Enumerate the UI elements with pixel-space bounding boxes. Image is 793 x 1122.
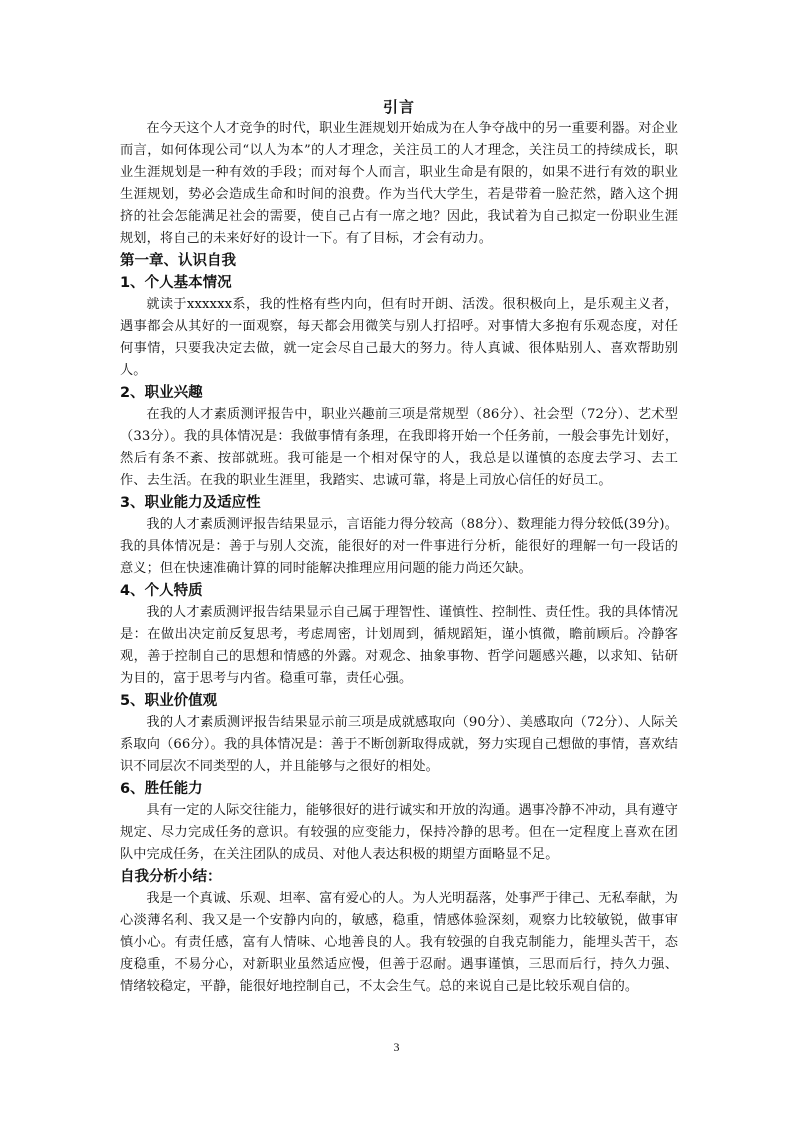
- intro-paragraph: 在今天这个人才竞争的时代，职业生涯规划开始成为在人争夺战中的另一重要利器。对企业而言，如何体现公司“以人为本”的人才理念，关注员工的人才理念，关注员工的持续成长，职业生涯规划是一种有效的手段；而对每个人而言，职业生命是有限的，如果不进行有效的职业生涯规划，势必会造成生命和时间的浪费。作为当代大学生，若是带着一脸茫然，踏入这个拥挤的社会怎能满足社会的需要，使自己占有一席之地？因此，我试着为自己拟定一份职业生涯规划，将自己的未来好好的设计一下。有了目标，才会有动力。: [120, 121, 678, 246]
- page-number: 3: [393, 1040, 400, 1054]
- section-paragraph-basic-info: 就读于xxxxxx系，我的性格有些内向，但有时开朗、活泼。很积极向上，是乐观主义者，遇事都会从其好的一面观察，每天都会用微笑与别人打招呼。对事情大多抱有乐观态度，对任何事情，只要我决定去做，就一定会尽自己最大的努力。待人真诚、很体贴别人、喜欢帮助别人。: [120, 297, 678, 378]
- section-heading-personal-traits: 4、个人特质: [120, 583, 203, 599]
- section-paragraph-personal-traits: 我的人才素质测评报告结果显示自己属于理智性、谨慎性、控制性、责任性。我的具体情况是：在做出决定前反复思考，考虑周密，计划周到，循规蹈矩，谨小慎微，瞻前顾后。冷静客观，善于控制自己的思想和情感的外露。对观念、抽象事物、哲学问题感兴趣，以求知、钻研为目的，富于思考与内省。稳重可靠，责任心强。: [120, 605, 678, 686]
- section-paragraph-competency: 具有一定的人际交往能力，能够很好的进行诚实和开放的沟通。遇事冷静不冲动，具有遵守规定、尽力完成任务的意识。有较强的应变能力，保持冷静的思考。但在一定程度上喜欢在团队中完成任务，在关注团队的成员、对他人表达积极的期望方面略显不足。: [120, 803, 678, 862]
- section-heading-competency: 6、胜任能力: [120, 781, 203, 797]
- section-heading-career-values: 5、职业价值观: [120, 693, 218, 709]
- section-paragraph-career-interest: 在我的人才素质测评报告中，职业兴趣前三项是常规型（86分）、社会型（72分）、艺术型（33分）。我的具体情况是：我做事情有条理，在我即将开始一个任务前，一般会事先计划好，然后有条不紊、按部就班。我可能是一个相对保守的人，我总是以谨慎的态度去学习、去工作、去生活。在我的职业生涯里，我踏实、忠诚可靠，将是上司放心信任的好员工。: [120, 407, 678, 488]
- section-heading-career-ability: 3、职业能力及适应性: [120, 495, 261, 511]
- section-heading-career-interest: 2、职业兴趣: [120, 385, 203, 401]
- intro-title: 引言: [382, 98, 415, 116]
- section-paragraph-career-values: 我的人才素质测评报告结果显示前三项是成就感取向（90分）、美感取向（72分）、人际关系取向（66分）。我的具体情况是：善于不断创新取得成就，努力实现自己想做的事情，喜欢结识不同层次不同类型的人，并且能够与之很好的相处。: [120, 715, 678, 774]
- section-paragraph-career-ability: 我的人才素质测评报告结果显示，言语能力得分较高（88分）、数理能力得分较低(39分)。我的具体情况是：善于与别人交流，能很好的对一件事进行分析，能很好的理解一句一段话的意义；但在快速准确计算的同时能解决推理应用问题的能力尚还欠缺。: [120, 517, 678, 576]
- section-paragraph-self-summary: 我是一个真诚、乐观、坦率、富有爱心的人。为人光明磊落，处事严于律己、无私奉献，为心淡薄名利、我又是一个安静内向的，敏感，稳重，情感体验深刻，观察力比较敏锐，做事审慎小心。有责任感，富有人情味、心地善良的人。我有较强的自我克制能力，能埋头苦干，态度稳重，不易分心，对新职业虽然适应慢，但善于忍耐。遇事谨慎，三思而后行，持久力强、情绪较稳定，平静，能很好地控制自己，不太会生气。总的来说自己是比较乐观自信的。: [120, 891, 678, 994]
- document-page: [120, 96, 678, 998]
- section-heading-self-summary: 自我分析小结：: [120, 869, 222, 885]
- section-heading-basic-info: 1、个人基本情况: [120, 275, 232, 291]
- chapter-title: 第一章、认识自我: [120, 253, 236, 269]
